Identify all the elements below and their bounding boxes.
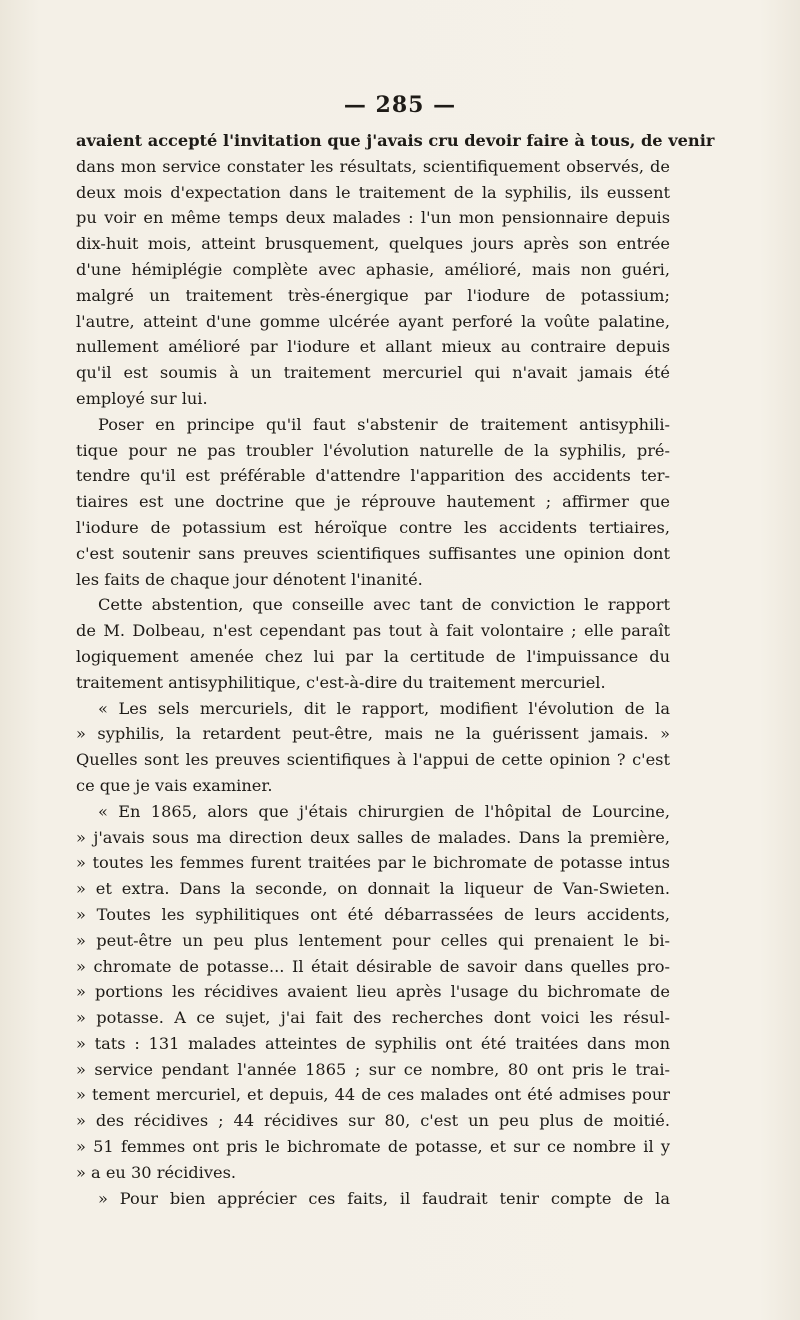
text-line: » portions les récidives avaient lieu après l'usage du bichromate de <box>76 982 670 1002</box>
text-line: » chromate de potasse... Il était désirable de savoir dans quelles pro- <box>76 956 670 976</box>
text-line: dans mon service constater les résultats, scientifiquement observés, de <box>76 156 670 176</box>
text-line: Poser en principe qu'il faut s'abstenir de traitement antisyphili- <box>98 414 670 434</box>
text-line: dix-huit mois, atteint brusquement, quelques jours après son entrée <box>76 234 670 254</box>
text-line: » Pour bien apprécier ces faits, il faudrait tenir compte de la <box>98 1188 670 1208</box>
text-line: avaient accepté l'invitation que j'avais cru devoir faire à tous, de venir <box>76 131 715 150</box>
text-line: » et extra. Dans la seconde, on donnait la liqueur de Van-Swieten. <box>76 879 670 899</box>
text-line: » 51 femmes ont pris le bichromate de potasse, et sur ce nombre il y <box>76 1137 670 1157</box>
text-line: Cette abstention, que conseille avec tant de conviction le rapport <box>98 595 670 615</box>
text-line: l'iodure de potassium est héroïque contre les accidents tertiaires, <box>76 517 670 537</box>
text-line: traitement antisyphilitique, c'est-à-dire du traitement mercuriel. <box>76 672 606 692</box>
text-line: » tats : 131 malades atteintes de syphilis ont été traitées dans mon <box>76 1033 670 1053</box>
text-line: » potasse. A ce sujet, j'ai fait des recherches dont voici les résul- <box>76 1008 670 1028</box>
text-body <box>76 128 715 1211</box>
text-line: » des récidives ; 44 récidives sur 80, c'est un peu plus de moitié. <box>76 1111 670 1131</box>
text-line: d'une hémiplégie complète avec aphasie, amélioré, mais non guéri, <box>76 259 670 279</box>
text-line: logiquement amenée chez lui par la certitude de l'impuissance du <box>76 646 670 666</box>
text-line: l'autre, atteint d'une gomme ulcérée ayant perforé la voûte palatine, <box>76 311 670 331</box>
text-line: » peut-être un peu plus lentement pour celles qui prenaient le bi- <box>76 930 670 950</box>
page-number: — 285 — <box>343 92 457 118</box>
text-line: tendre qu'il est préférable d'attendre l'apparition des accidents ter- <box>76 466 670 486</box>
text-line: employé sur lui. <box>76 388 208 408</box>
text-line: nullement amélioré par l'iodure et allant mieux au contraire depuis <box>76 337 670 357</box>
text-line: qu'il est soumis à un traitement mercuriel qui n'avait jamais été <box>76 363 670 383</box>
text-line: tiaires est une doctrine que je réprouve hautement ; affirmer que <box>76 492 670 512</box>
text-line: » toutes les femmes furent traitées par le bichromate de potasse intus <box>76 853 670 873</box>
text-line: « Les sels mercuriels, dit le rapport, modifient l'évolution de la <box>98 698 670 718</box>
text-line: » j'avais sous ma direction deux salles de malades. Dans la première, <box>76 827 670 847</box>
text-line: » a eu 30 récidives. <box>76 1162 237 1182</box>
text-line: pu voir en même temps deux malades : l'un mon pensionnaire depuis <box>76 208 670 228</box>
text-line: « En 1865, alors que j'étais chirurgien de l'hôpital de Lourcine, <box>98 801 670 821</box>
text-line: » syphilis, la retardent peut-être, mais ne la guérissent jamais. » <box>76 724 670 744</box>
text-line: de M. Dolbeau, n'est cependant pas tout à fait volontaire ; elle paraît <box>76 621 670 641</box>
text-line: deux mois d'expectation dans le traitement de la syphilis, ils eussent <box>76 182 670 202</box>
text-line: ce que je vais examiner. <box>76 775 273 795</box>
text-line: les faits de chaque jour dénotent l'inanité. <box>76 569 423 589</box>
text-line: Quelles sont les preuves scientifiques à l'appui de cette opinion ? c'est <box>76 750 670 770</box>
text-line: » Toutes les syphilitiques ont été débarrassées de leurs accidents, <box>76 904 670 924</box>
text-line: c'est soutenir sans preuves scientifiques suffisantes une opinion dont <box>76 543 670 563</box>
text-line: » tement mercuriel, et depuis, 44 de ces malades ont été admises pour <box>76 1085 670 1105</box>
text-line: » service pendant l'année 1865 ; sur ce nombre, 80 ont pris le trai- <box>76 1059 670 1079</box>
text-line: malgré un traitement très-énergique par l'iodure de potassium; <box>76 285 670 305</box>
text-line: tique pour ne pas troubler l'évolution naturelle de la syphilis, pré- <box>76 440 670 460</box>
